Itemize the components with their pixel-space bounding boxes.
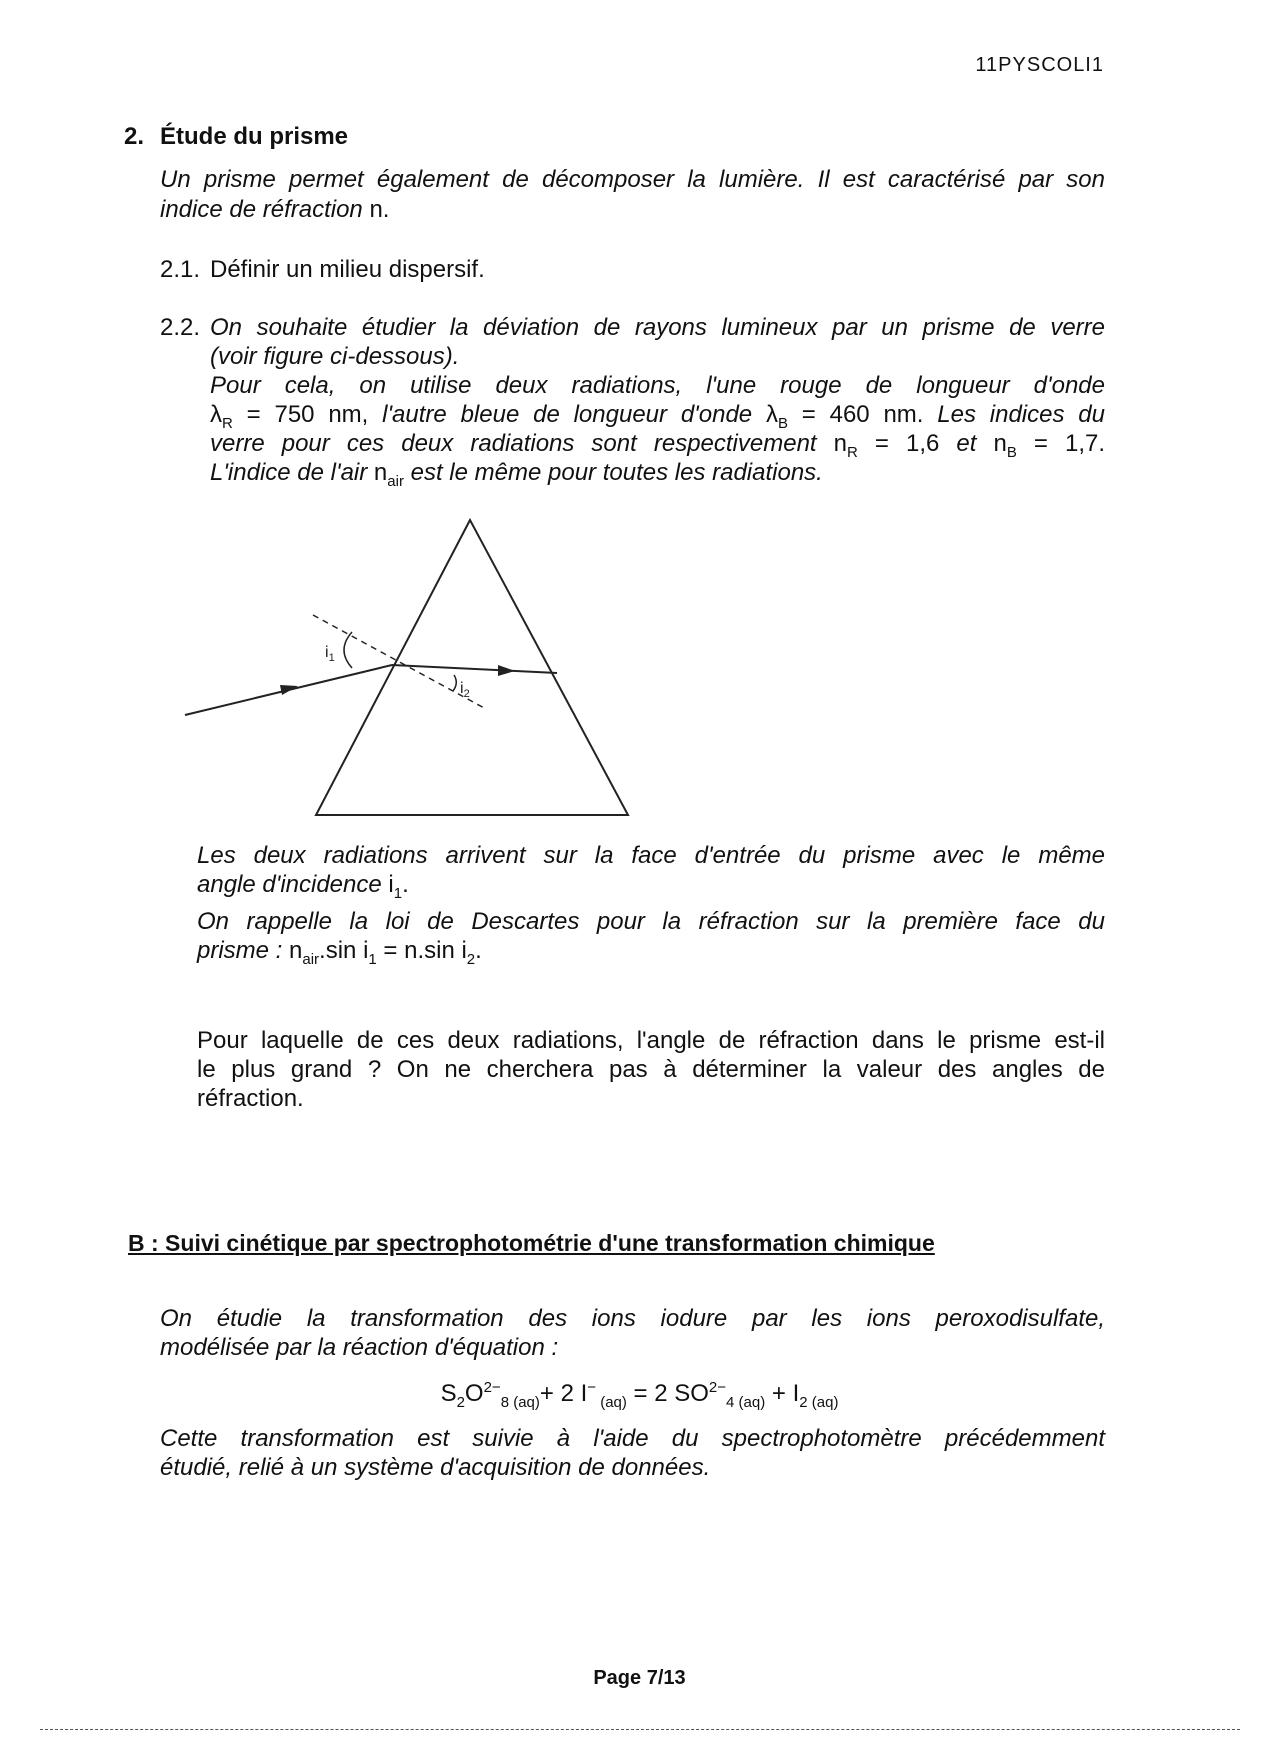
et-word: et: [956, 430, 977, 457]
section-number: 2.: [124, 123, 145, 150]
lambda-mid-text: l'autre bleue de longueur d'onde: [382, 401, 766, 428]
question-line2: le plus grand ? On ne cherchera pas à déterminer la valeur des angles de: [197, 1056, 1105, 1083]
intro-italic: indice de réfraction: [160, 196, 363, 223]
line6-start: L'indice de l'air: [210, 459, 374, 486]
descartes-i2-sub: 2: [466, 950, 476, 968]
section-intro-line1: Un prisme permet également de décomposer la lumière. Il est caractérisé par son: [160, 166, 1105, 193]
question-number-2-2: 2.2.: [160, 314, 201, 341]
page-number: Page 7/13: [593, 1667, 686, 1689]
n-air: n: [373, 459, 388, 486]
part-b-intro-line1: On étudie la transformation des ions iodure par les ions peroxodisulfate,: [160, 1305, 1105, 1332]
part-b-follow-line1: Cette transformation est suivie à l'aide du spectrophotomètre précédemment: [160, 1425, 1105, 1452]
section-intro-line2: [160, 195, 1105, 225]
descartes-eq: = n.sin i: [376, 937, 467, 964]
label-i1: $i_1$: [325, 644, 335, 664]
footer-divider: [40, 1729, 1240, 1730]
prism-triangle: [316, 520, 628, 815]
n-air-sub: air: [387, 472, 404, 490]
prism-diagram: [170, 505, 650, 825]
n-r-sub: R: [847, 443, 858, 461]
document-code: 11PYSCOLI1: [975, 54, 1104, 76]
after-figure-line2-text: angle d'incidence: [197, 871, 389, 898]
question-line1: Pour laquelle de ces deux radiations, l'angle de réfraction dans le prisme est-il: [197, 1027, 1105, 1054]
lambda-r-symbol: λ: [210, 401, 222, 428]
q22-line3: Pour cela, on utilise deux radiations, l'une rouge de longueur d'onde: [210, 372, 1105, 399]
line6-end: est le même pour toutes les radiations.: [403, 459, 823, 486]
after-figure-line1: Les deux radiations arrivent sur la face d'entrée du prisme avec le même: [197, 842, 1105, 869]
part-b-follow-line2: étudié, relié à un système d'acquisition de données.: [160, 1454, 711, 1481]
descartes-n-sub: air: [302, 950, 320, 968]
prism-figure: [170, 505, 650, 833]
descartes-end: .: [475, 937, 482, 964]
descartes-i1-sub: 1: [368, 950, 377, 968]
lambda-b-value: = 460 nm.: [787, 401, 938, 428]
part-b-title: B : Suivi cinétique par spectrophotométrie d'une transformation chimique: [128, 1230, 935, 1256]
after-figure-i-sub: 1: [393, 884, 403, 902]
reaction-equation: $S_2O^{2-}_8$ $_{(aq)}$+ 2 I− $_{(aq)}$ = 2 $SO^{2-}_4$ $_{(aq)} + I_{2 (aq)}$: [440, 1379, 839, 1411]
line4-end: Les indices du: [937, 401, 1105, 428]
lambda-b-sub: B: [777, 414, 788, 432]
q22-line6: [210, 458, 1105, 488]
n-b-value: = 1,7.: [1016, 430, 1105, 457]
descartes-law: [197, 936, 1105, 966]
refracted-ray: [392, 665, 557, 673]
descartes-n: n: [289, 937, 303, 964]
section-title: Étude du prisme: [160, 123, 349, 150]
after-figure-line2: [197, 870, 1105, 900]
line5-text: verre pour ces deux radiations sont respectivement: [210, 430, 834, 457]
lambda-r-value: = 750 nm,: [232, 401, 383, 428]
refracted-arrowhead: [498, 665, 515, 676]
descartes-prefix: prisme :: [197, 937, 290, 964]
n-b-sub: B: [1006, 443, 1017, 461]
after-figure-line3: On rappelle la loi de Descartes pour la réfraction sur la première face du: [197, 908, 1105, 935]
angle-arc-i1: [344, 632, 352, 668]
after-figure-i: i: [388, 871, 394, 898]
q22-line5: [210, 429, 1105, 459]
question-line3: réfraction.: [197, 1085, 304, 1112]
lambda-b-symbol: λ: [765, 401, 778, 428]
q22-line2: (voir figure ci-dessous).: [210, 343, 460, 370]
q22-line1: On souhaite étudier la déviation de rayons lumineux par un prisme de verre: [210, 314, 1105, 341]
intro-n: n.: [362, 196, 390, 223]
angle-arc-i2: [453, 675, 456, 691]
descartes-sin-i: .sin i: [319, 937, 369, 964]
q22-line4: [210, 400, 1105, 430]
question-text-2-1: Définir un milieu dispersif.: [210, 256, 485, 283]
question-number-2-1: 2.1.: [160, 256, 201, 283]
n-b: n: [976, 430, 1007, 457]
after-figure-line2-end: .: [402, 871, 409, 898]
lambda-r-sub: R: [222, 414, 233, 432]
part-b-intro-line2: modélisée par la réaction d'équation :: [160, 1334, 559, 1361]
label-i2: $i_2$: [460, 680, 470, 700]
n-r: n: [833, 430, 848, 457]
n-r-value: = 1,6: [857, 430, 957, 457]
incident-arrowhead: [280, 685, 298, 695]
